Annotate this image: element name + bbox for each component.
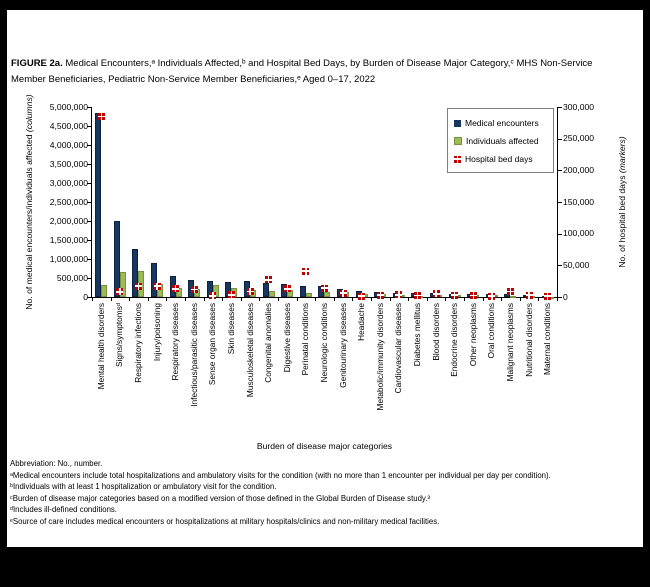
y-axis-left-title-text: No. of medical encounters/individuals affected xyxy=(24,132,34,310)
y-axis-tick-label: 100,000 xyxy=(563,228,595,239)
x-axis-tick xyxy=(315,298,316,301)
x-axis-category-label: Cardiovascular diseases xyxy=(393,303,404,394)
bar-medical-encounters xyxy=(95,113,101,297)
x-axis-tick xyxy=(445,298,446,301)
medical-encounters-swatch-icon xyxy=(454,120,461,127)
hospital-bed-days-marker-icon xyxy=(454,156,461,163)
x-axis-tick xyxy=(501,298,502,301)
hospital-bed-days-marker xyxy=(544,293,551,300)
figure-number: FIGURE 2a. xyxy=(11,58,63,69)
legend-item-individuals-affected xyxy=(454,132,553,150)
y-axis-right-tick xyxy=(558,297,562,298)
y-axis-left-line xyxy=(91,107,92,298)
hospital-bed-days-marker xyxy=(98,113,105,120)
y-axis-right-tick xyxy=(558,202,562,203)
x-axis-tick xyxy=(520,298,521,301)
x-axis-category-label: Metabolic/immunity disorders xyxy=(374,303,385,411)
x-axis-tick xyxy=(129,298,130,301)
hospital-bed-days-marker xyxy=(358,293,365,300)
hospital-bed-days-marker xyxy=(377,292,384,299)
x-axis-category-label: Injury/poisoning xyxy=(151,303,162,362)
hospital-bed-days-marker xyxy=(191,286,198,293)
bar-individuals-affected xyxy=(324,292,330,297)
x-axis-category-label: Diabetes mellitus xyxy=(412,303,422,367)
x-axis-tick xyxy=(185,298,186,301)
hospital-bed-days-marker xyxy=(302,268,309,275)
y-axis-right-title-text: No. of hospital bed days xyxy=(617,173,627,268)
y-axis-tick-label: 1,000,000 xyxy=(49,253,88,264)
x-axis-category-label: Blood disorders xyxy=(430,303,441,361)
x-axis-tick xyxy=(111,298,112,301)
x-axis-category-label: Other neoplasms xyxy=(467,303,478,367)
x-axis-tick xyxy=(352,298,353,301)
x-axis-tick xyxy=(222,298,223,301)
x-axis-tick xyxy=(427,298,428,301)
hospital-bed-days-marker xyxy=(507,288,514,295)
hospital-bed-days-marker xyxy=(395,291,402,298)
x-axis-category-label: Congenital anomalies xyxy=(263,303,274,383)
hospital-bed-days-marker xyxy=(284,285,291,292)
x-axis-category-label: Malignant neoplasms xyxy=(505,303,515,382)
x-axis-category-label: Perinatal conditions xyxy=(300,303,311,376)
y-axis-tick-label: 2,000,000 xyxy=(49,215,88,226)
y-axis-right-tick xyxy=(558,234,562,235)
x-axis-tick xyxy=(557,298,558,301)
y-axis-tick-label: 3,500,000 xyxy=(49,158,88,169)
hospital-bed-days-marker xyxy=(321,285,328,292)
hospital-bed-days-marker xyxy=(451,292,458,299)
y-axis-tick-label: 1,500,000 xyxy=(49,234,88,245)
x-axis-category-label: Signs/symptomsᵈ xyxy=(114,303,125,367)
x-axis-category-label: Respiratory diseases xyxy=(170,303,181,381)
x-axis-tick xyxy=(464,298,465,301)
x-axis-tick xyxy=(241,298,242,301)
y-axis-tick-label: 2,500,000 xyxy=(49,196,88,207)
footnote-line: ᶜBurden of disease major categories based on a modified version of those defined in the Global Burden of Disease study.³ xyxy=(10,493,430,503)
x-axis-category-label: Endocrine disorders xyxy=(449,303,460,377)
x-axis-category-label: Musculoskeletal diseases xyxy=(244,303,255,398)
bar-individuals-affected xyxy=(306,293,312,297)
legend-item-medical-encounters xyxy=(454,114,553,132)
x-axis-tick xyxy=(538,298,539,301)
x-axis-title: Burden of disease major categories xyxy=(256,441,393,451)
x-axis-tick xyxy=(259,298,260,301)
x-axis-tick xyxy=(278,298,279,301)
legend-label: Hospital bed days xyxy=(465,154,533,164)
hospital-bed-days-marker xyxy=(433,290,440,297)
figure-title xyxy=(11,56,615,87)
footnotes xyxy=(10,458,642,527)
y-axis-right-tick xyxy=(558,139,562,140)
hospital-bed-days-marker xyxy=(116,288,123,295)
x-axis-category-label: Nutritional disorders xyxy=(523,303,534,377)
footnote-line: Abbreviation: No., number. xyxy=(10,459,103,468)
x-axis-tick xyxy=(408,298,409,301)
y-axis-tick-label: 250,000 xyxy=(563,133,595,144)
hospital-bed-days-marker xyxy=(247,288,254,295)
x-axis-tick xyxy=(297,298,298,301)
y-axis-right-tick xyxy=(558,107,562,108)
x-axis-category-label: Maternal conditions xyxy=(542,303,553,375)
hospital-bed-days-marker xyxy=(135,283,142,290)
y-axis-tick-label: 150,000 xyxy=(563,196,595,207)
x-axis-category-label: Respiratory infections xyxy=(133,303,143,383)
x-axis-tick xyxy=(148,298,149,301)
legend-label: Individuals affected xyxy=(466,136,539,146)
y-axis-tick-label: 3,000,000 xyxy=(49,177,88,188)
y-axis-tick-label: 4,500,000 xyxy=(49,120,88,131)
x-axis-tick xyxy=(390,298,391,301)
hospital-bed-days-marker xyxy=(488,293,495,300)
x-axis-tick xyxy=(92,298,93,301)
x-axis-category-label: Sense organ diseases xyxy=(207,303,218,386)
x-axis-category-label: Headache xyxy=(356,303,367,341)
hospital-bed-days-marker xyxy=(154,283,161,290)
y-axis-tick-label: 4,000,000 xyxy=(49,139,88,150)
x-axis-category-label: Mental health disorders xyxy=(95,303,106,390)
y-axis-right-title-paren: (markers) xyxy=(617,136,627,174)
y-axis-tick-label: 200,000 xyxy=(563,164,595,175)
y-axis-tick-label: 0 xyxy=(563,291,568,302)
x-axis-tick xyxy=(371,298,372,301)
individuals-affected-swatch-icon xyxy=(454,137,462,145)
hospital-bed-days-marker xyxy=(265,276,272,283)
figure-title-text: Medical Encounters,ᵃ Individuals Affected,ᵇ and Hospital Bed Days, by Burden of Disease Major Category,ᶜ MHS Non-Service Member Beneficiaries, Pediatric Non-Service Member Beneficiaries,ᵉ Aged 0–17, 2022 xyxy=(11,58,593,85)
y-axis-tick-label: 5,000,000 xyxy=(49,101,88,112)
hospital-bed-days-marker xyxy=(340,290,347,297)
bar-individuals-affected xyxy=(269,291,275,297)
hospital-bed-days-marker xyxy=(470,292,477,299)
x-axis-category-label: Infectious/parasitic diseases xyxy=(188,303,199,407)
hospital-bed-days-marker xyxy=(209,292,216,299)
hospital-bed-days-marker xyxy=(172,285,179,292)
x-axis-tick xyxy=(334,298,335,301)
legend-item-hospital-bed-days xyxy=(454,150,553,168)
bar-individuals-affected xyxy=(510,296,516,298)
x-axis-tick xyxy=(483,298,484,301)
x-axis-category-label: Digestive diseases xyxy=(281,303,292,373)
x-axis-category-label: Oral conditions xyxy=(486,303,497,359)
footnote-line: ᵇIndividuals with at least 1 hospitalization or ambulatory visit for the condition. xyxy=(10,482,277,491)
hospital-bed-days-marker xyxy=(526,292,533,299)
y-axis-left-title-paren: (columns) xyxy=(24,94,34,133)
footnote-line: ᵉSource of care includes medical encounters or hospitalizations at military hospitals/clinics and non-military medical facilities. xyxy=(10,516,440,526)
y-axis-tick-label: 300,000 xyxy=(563,101,595,112)
x-axis-tick xyxy=(204,298,205,301)
footnote-line: ᵈIncludes ill-defined conditions. xyxy=(10,505,117,514)
bar-individuals-affected xyxy=(101,285,107,297)
footnote-line: ᵃMedical encounters include total hospitalizations and ambulatory visits for the condition (with no more than 1 encounter per individual per day per condition). xyxy=(10,470,551,480)
legend-label: Medical encounters xyxy=(465,118,539,128)
x-axis-category-label: Neurologic conditions xyxy=(319,303,329,383)
y-axis-right-tick xyxy=(558,265,562,266)
x-axis-tick xyxy=(166,298,167,301)
y-axis-tick-label: 50,000 xyxy=(563,259,590,270)
hospital-bed-days-marker xyxy=(228,291,235,298)
legend xyxy=(447,108,554,173)
x-axis-category-label: Skin diseases xyxy=(226,303,236,355)
x-axis-category-label: Genitourinary diseases xyxy=(337,303,348,388)
hospital-bed-days-marker xyxy=(414,292,421,299)
y-axis-right-tick xyxy=(558,170,562,171)
y-axis-tick-label: 0 xyxy=(83,291,88,302)
y-axis-tick-label: 500,000 xyxy=(56,272,88,283)
